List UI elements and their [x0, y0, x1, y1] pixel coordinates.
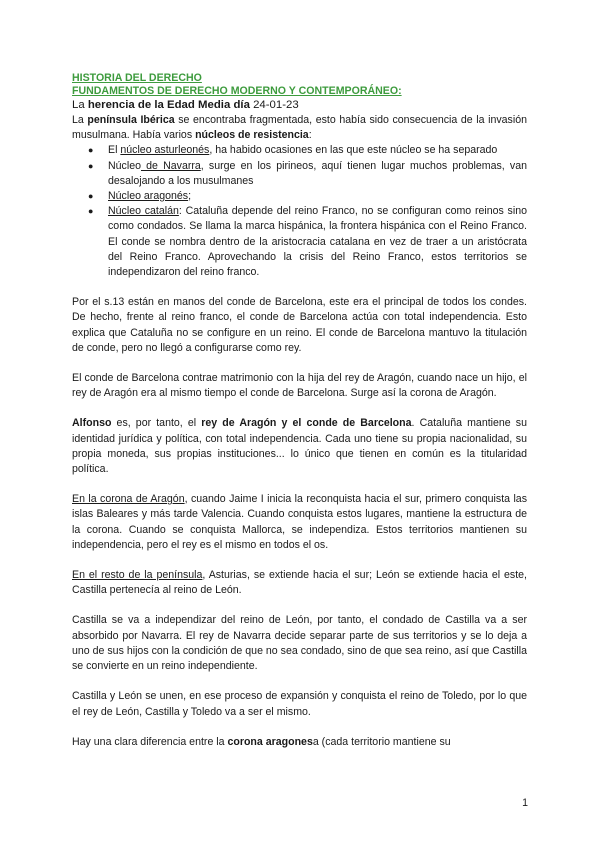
bullet-icon: ● — [88, 160, 94, 171]
paragraph-corona-aragon — [72, 492, 527, 553]
list-item — [88, 204, 527, 280]
item-text: El — [108, 144, 121, 157]
paragraph-resto-peninsula — [72, 568, 527, 598]
paragraph-gap — [72, 720, 527, 735]
item-text: , surge en los pirineos, aquí tienen lugar muchos problemas, van desalojando a los musulmanes — [108, 159, 527, 187]
p8-bold: corona aragones — [227, 735, 313, 748]
bullet-icon: ● — [88, 191, 94, 202]
paragraph-matrimonio: El conde de Barcelona contrae matrimonio con la hija del rey de Aragón, cuando nace un hijo, el rey de Aragón era al mismo tiempo el conde de Barcelona. Surge así la corona de Aragón. — [72, 372, 527, 400]
paragraph-gap — [72, 598, 527, 613]
nucleos-list — [72, 143, 527, 280]
item-text: , ha habido ocasiones en las que este núcleo se ha separado — [209, 144, 498, 157]
item-text: ; — [188, 190, 192, 203]
paragraph-alfonso — [72, 416, 527, 477]
paragraph-castilla: Castilla se va a independizar del reino de León, por tanto, el condado de Castilla va a ser absorbido por Navarra. El rey de Navarra decide separar parte de sus territorios y se lo deja a uno de sus hijos con la condición de que no sea condado, sino de que sea reino, así que Castilla se convierte en un reino independiente. — [72, 614, 527, 673]
page-number: 1 — [522, 797, 528, 809]
intro-text-3: : — [308, 129, 312, 142]
intro-bold-2: núcleos de resistencia — [195, 129, 309, 142]
p3-text-2: . Cataluña mantiene su identidad jurídica y política, con total independencia. Cada uno tiene su propia nacionalidad, su propia moneda, sus propias instituciones... lo único que tienen en común es la titularidad política. — [72, 417, 527, 476]
p3-bold-1: Alfonso — [72, 417, 112, 430]
item-underlined: Núcleo aragonés — [108, 190, 189, 203]
bullet-icon: ● — [88, 206, 94, 217]
p3-bold-2: rey de Aragón y el conde de Barcelona — [201, 417, 412, 430]
subtitle-prefix: La — [72, 99, 88, 111]
paragraph-diferencia — [72, 735, 527, 750]
paragraph-conde-barcelona: Por el s.13 están en manos del conde de Barcelona, este era el principal de todos los condes. De hecho, frente al reino franco, el conde de Barcelona actúa con total independencia. Esto explica que Cataluña no se configure en un reino. El conde de Barcelona mantuvo la titulación de conde, pero no llegó a configurarse como rey. — [72, 296, 527, 354]
item-underlined: de Navarra — [140, 159, 201, 172]
paragraph-gap — [72, 280, 527, 295]
subtitle-bold: herencia de la Edad Media día — [87, 99, 250, 111]
lesson-subtitle — [72, 98, 527, 113]
paragraph-gap — [72, 356, 527, 371]
p4-text: , cuando Jaime I inicia la reconquista hacia el sur, primero conquista las islas Baleares y más tarde Valencia. Cuando conquista estos lugares, mantiene la estructura de la corona. Cuando se conquista Mallorca, se independiza. Estos territorios mantienen su independencia, pero el rey es el mismo en todos el os. — [72, 493, 527, 551]
intro-text-2: se encontraba fragmentada, esto había sido consecuencia de la invasión musulmana. Había varios — [72, 114, 527, 142]
section-title: FUNDAMENTOS DE DERECHO MODERNO Y CONTEMPORÁNEO: — [72, 85, 402, 97]
list-item — [88, 189, 527, 204]
bullet-icon: ● — [88, 145, 94, 156]
p4-underlined: En la corona de Aragón — [72, 493, 185, 506]
subtitle-date: 24-01-23 — [249, 99, 299, 111]
paragraph-gap — [72, 401, 527, 416]
p5-text: , Asturias, se extiende hacia el sur; León se extiende hacia el este, Castilla pertenecía al reino de León. — [72, 569, 527, 597]
item-text: : Cataluña depende del reino Franco, no se configuran como reinos sino como condados. Se llama la marca hispánica, la frontera hispánica con el Reino Franco. El conde se nombra dentro de la aristocracia catalana en vez de traer a un aristócrata del Reino Franco. Aprovechando la crisis del Reino Franco, estos territorios se independizaron del reino franco. — [108, 205, 527, 279]
p8-text-2: a (cada territorio mantiene su — [312, 735, 451, 748]
item-underlined: núcleo asturleonés — [120, 144, 210, 157]
list-item — [88, 143, 527, 158]
p8-text-1: Hay una clara diferencia entre la — [72, 735, 228, 748]
paragraph-gap — [72, 674, 527, 689]
course-title: HISTORIA DEL DERECHO — [72, 72, 202, 84]
intro-text-1: La — [72, 114, 88, 126]
paragraph-gap — [72, 477, 527, 492]
intro-bold-1: península Ibérica — [87, 114, 175, 126]
paragraph-castilla-leon: Castilla y León se unen, en ese proceso de expansión y conquista el reino de Toledo, por lo que el rey de León, Castilla y Toledo va a ser el mismo. — [72, 690, 527, 718]
paragraph-gap — [72, 553, 527, 568]
list-item — [88, 159, 527, 189]
p5-underlined: En el resto de la península — [72, 569, 203, 582]
p3-text-1: es, por tanto, el — [111, 417, 202, 430]
item-text: Núcleo — [108, 159, 141, 172]
intro-paragraph — [72, 113, 527, 143]
page-content — [72, 72, 527, 750]
item-underlined: Núcleo catalán — [108, 205, 179, 218]
